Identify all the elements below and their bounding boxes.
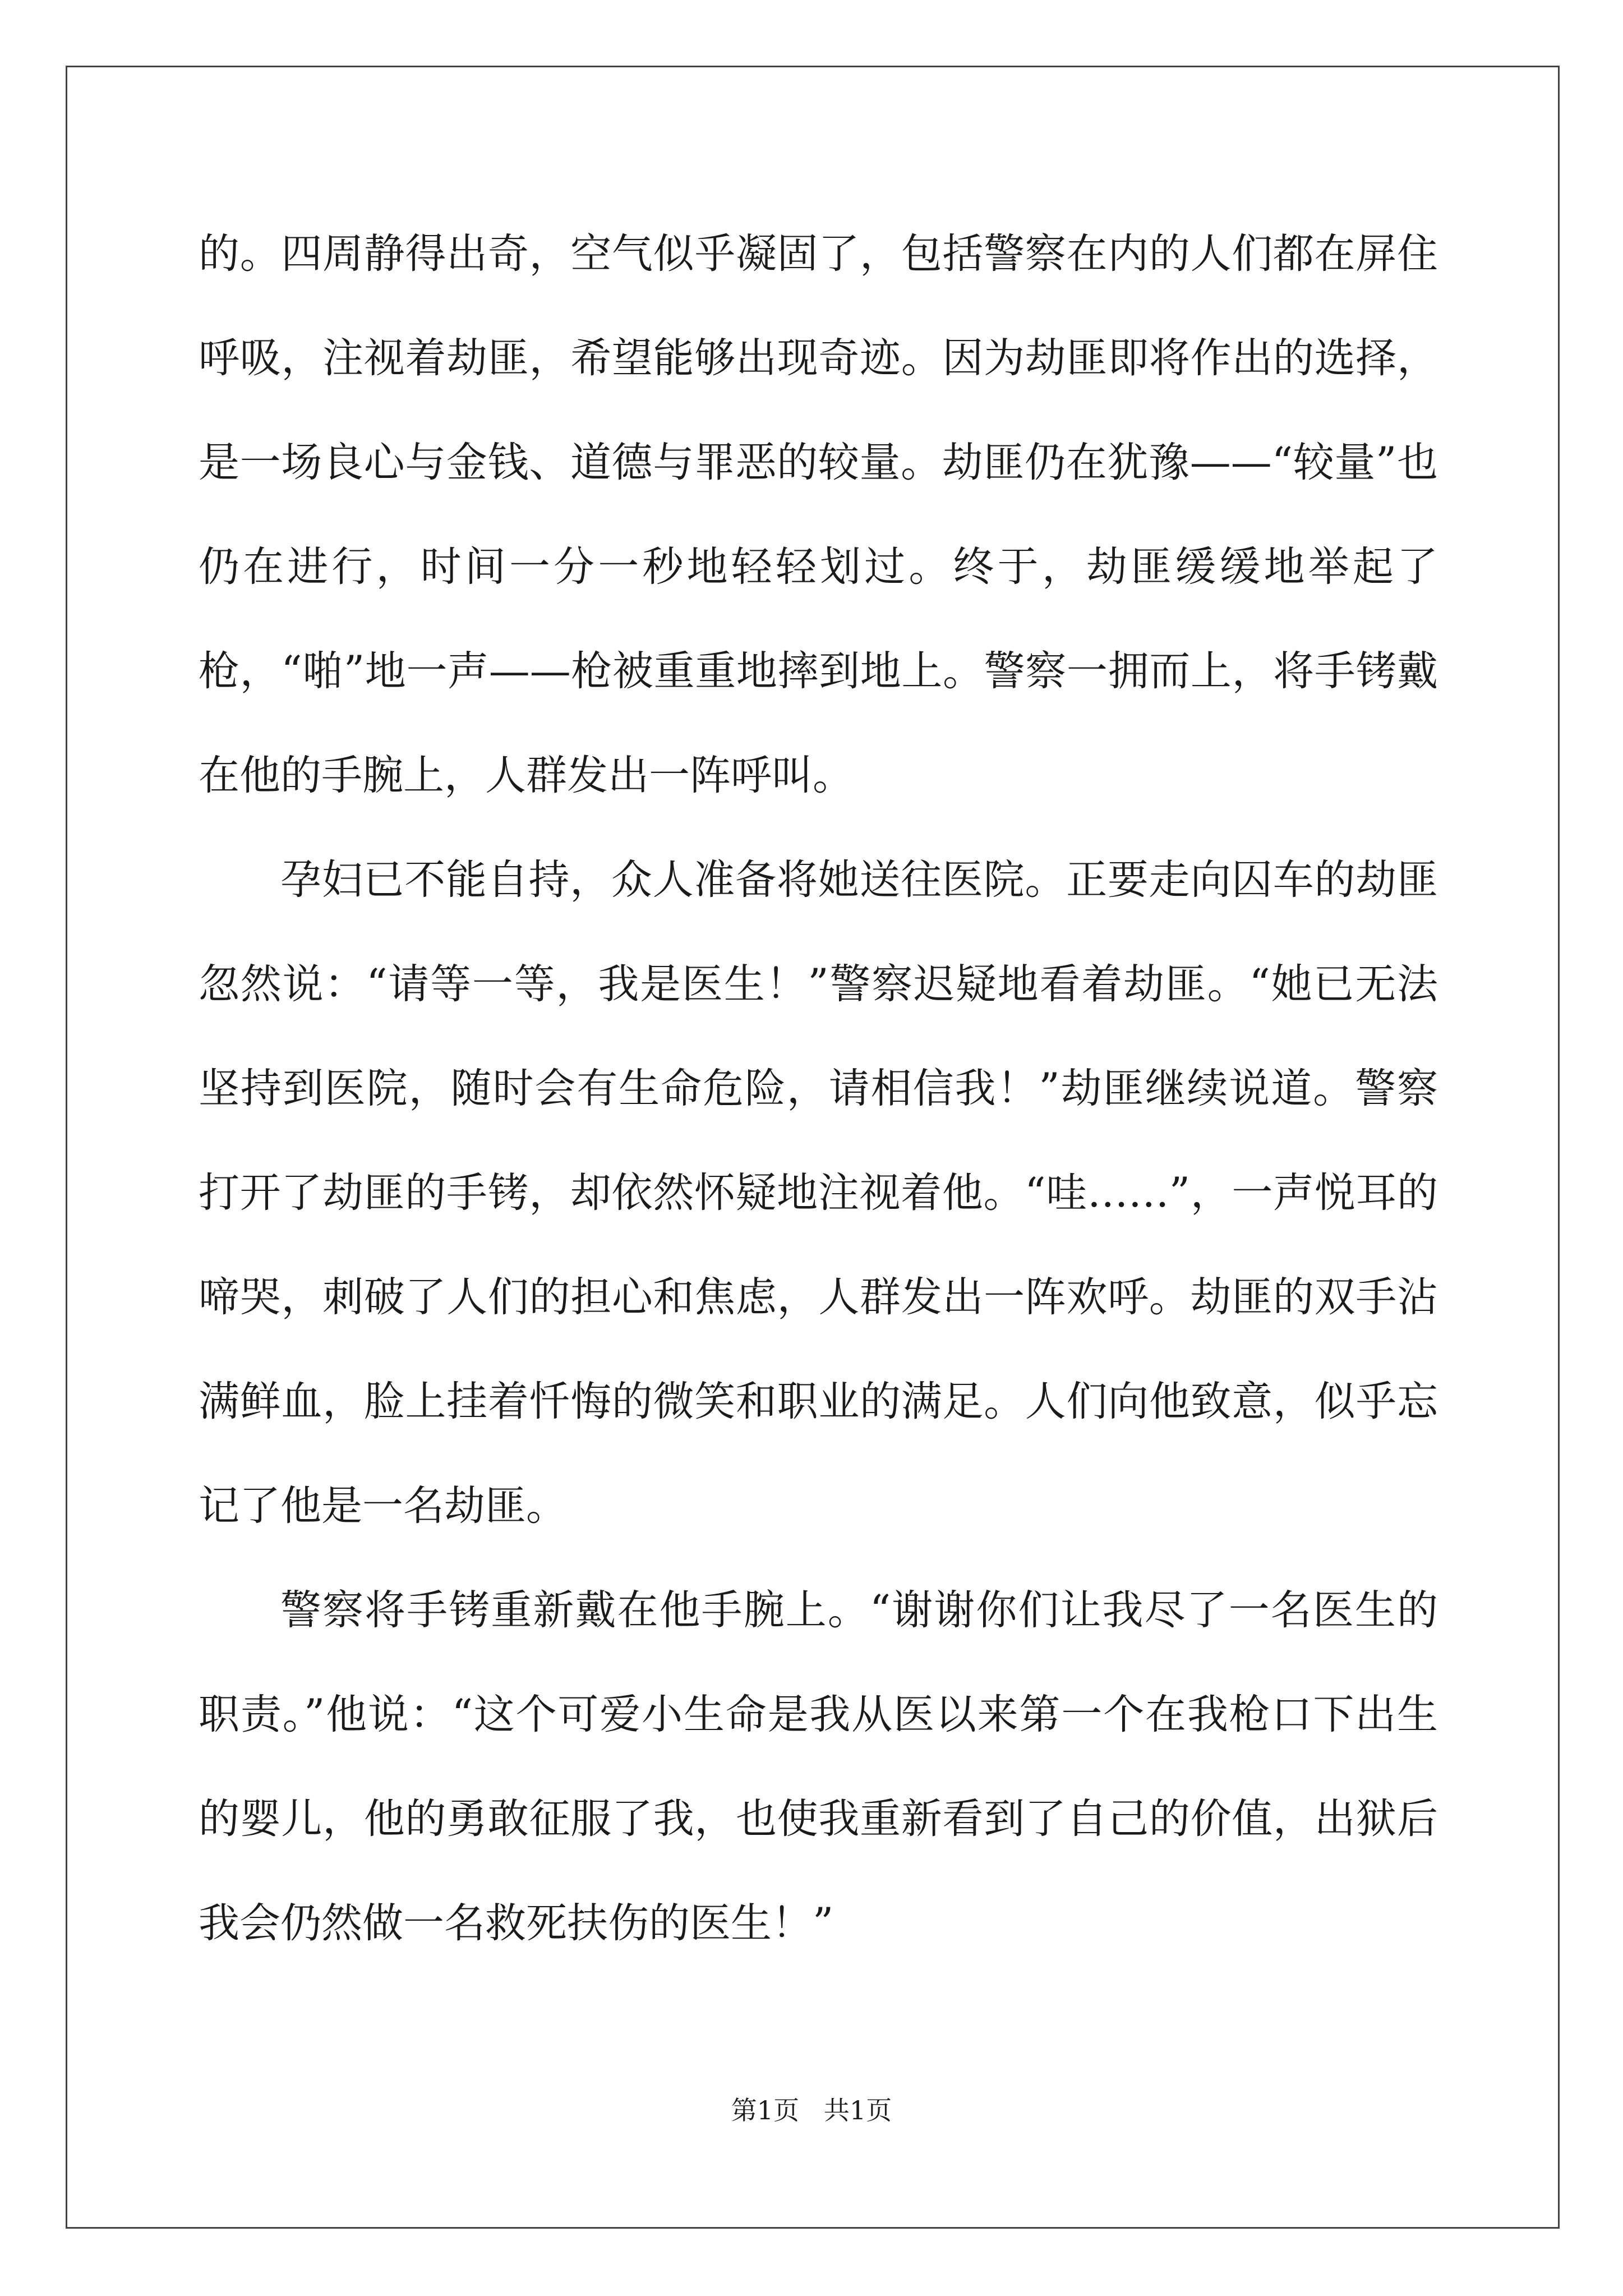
paragraph-3: 警察将手铐重新戴在他手腕上。“谢谢你们让我尽了一名医生的职责。”他说：“这个可爱小生命是我从医以来第一个在我枪口下出生的婴儿，他的勇敢征服了我，也使我重新看到了自己的价值，出狱后我会仍然做一名救死扶伤的医生！” <box>199 1586 1438 1947</box>
paragraph-2: 孕妇已不能自持，众人准备将她送往医院。正要走向囚车的劫匪忽然说：“请等一等，我是医生！”警察迟疑地看着劫匪。“她已无法坚持到医院，随时会有生命危险，请相信我！”劫匪继续说道。警察打开了劫匪的手铐，却依然怀疑地注视着他。“哇……”，一声悦耳的啼哭，刺破了人们的担心和焦虑，人群发出一阵欢呼。劫匪的双手沾满鲜血，脸上挂着忏悔的微笑和职业的满足。人们向他致意，似乎忘记了他是一名劫匪。 <box>199 856 1438 1530</box>
paragraph-1: 的。四周静得出奇，空气似乎凝固了，包括警察在内的人们都在屏住呼吸，注视着劫匪，希望能够出现奇迹。因为劫匪即将作出的选择，是一场良心与金钱、道德与罪恶的较量。劫匪仍在犹豫——“较量”也仍在进行，时间一分一秒地轻轻划过。终于，劫匪缓缓地举起了枪，“啪”地一声——枪被重重地摔到地上。警察一拥而上，将手铐戴在他的手腕上，人群发出一阵呼叫。 <box>199 230 1438 799</box>
page-footer: 第1页 共1页 <box>731 2095 892 2125</box>
document-body <box>199 202 1438 1976</box>
